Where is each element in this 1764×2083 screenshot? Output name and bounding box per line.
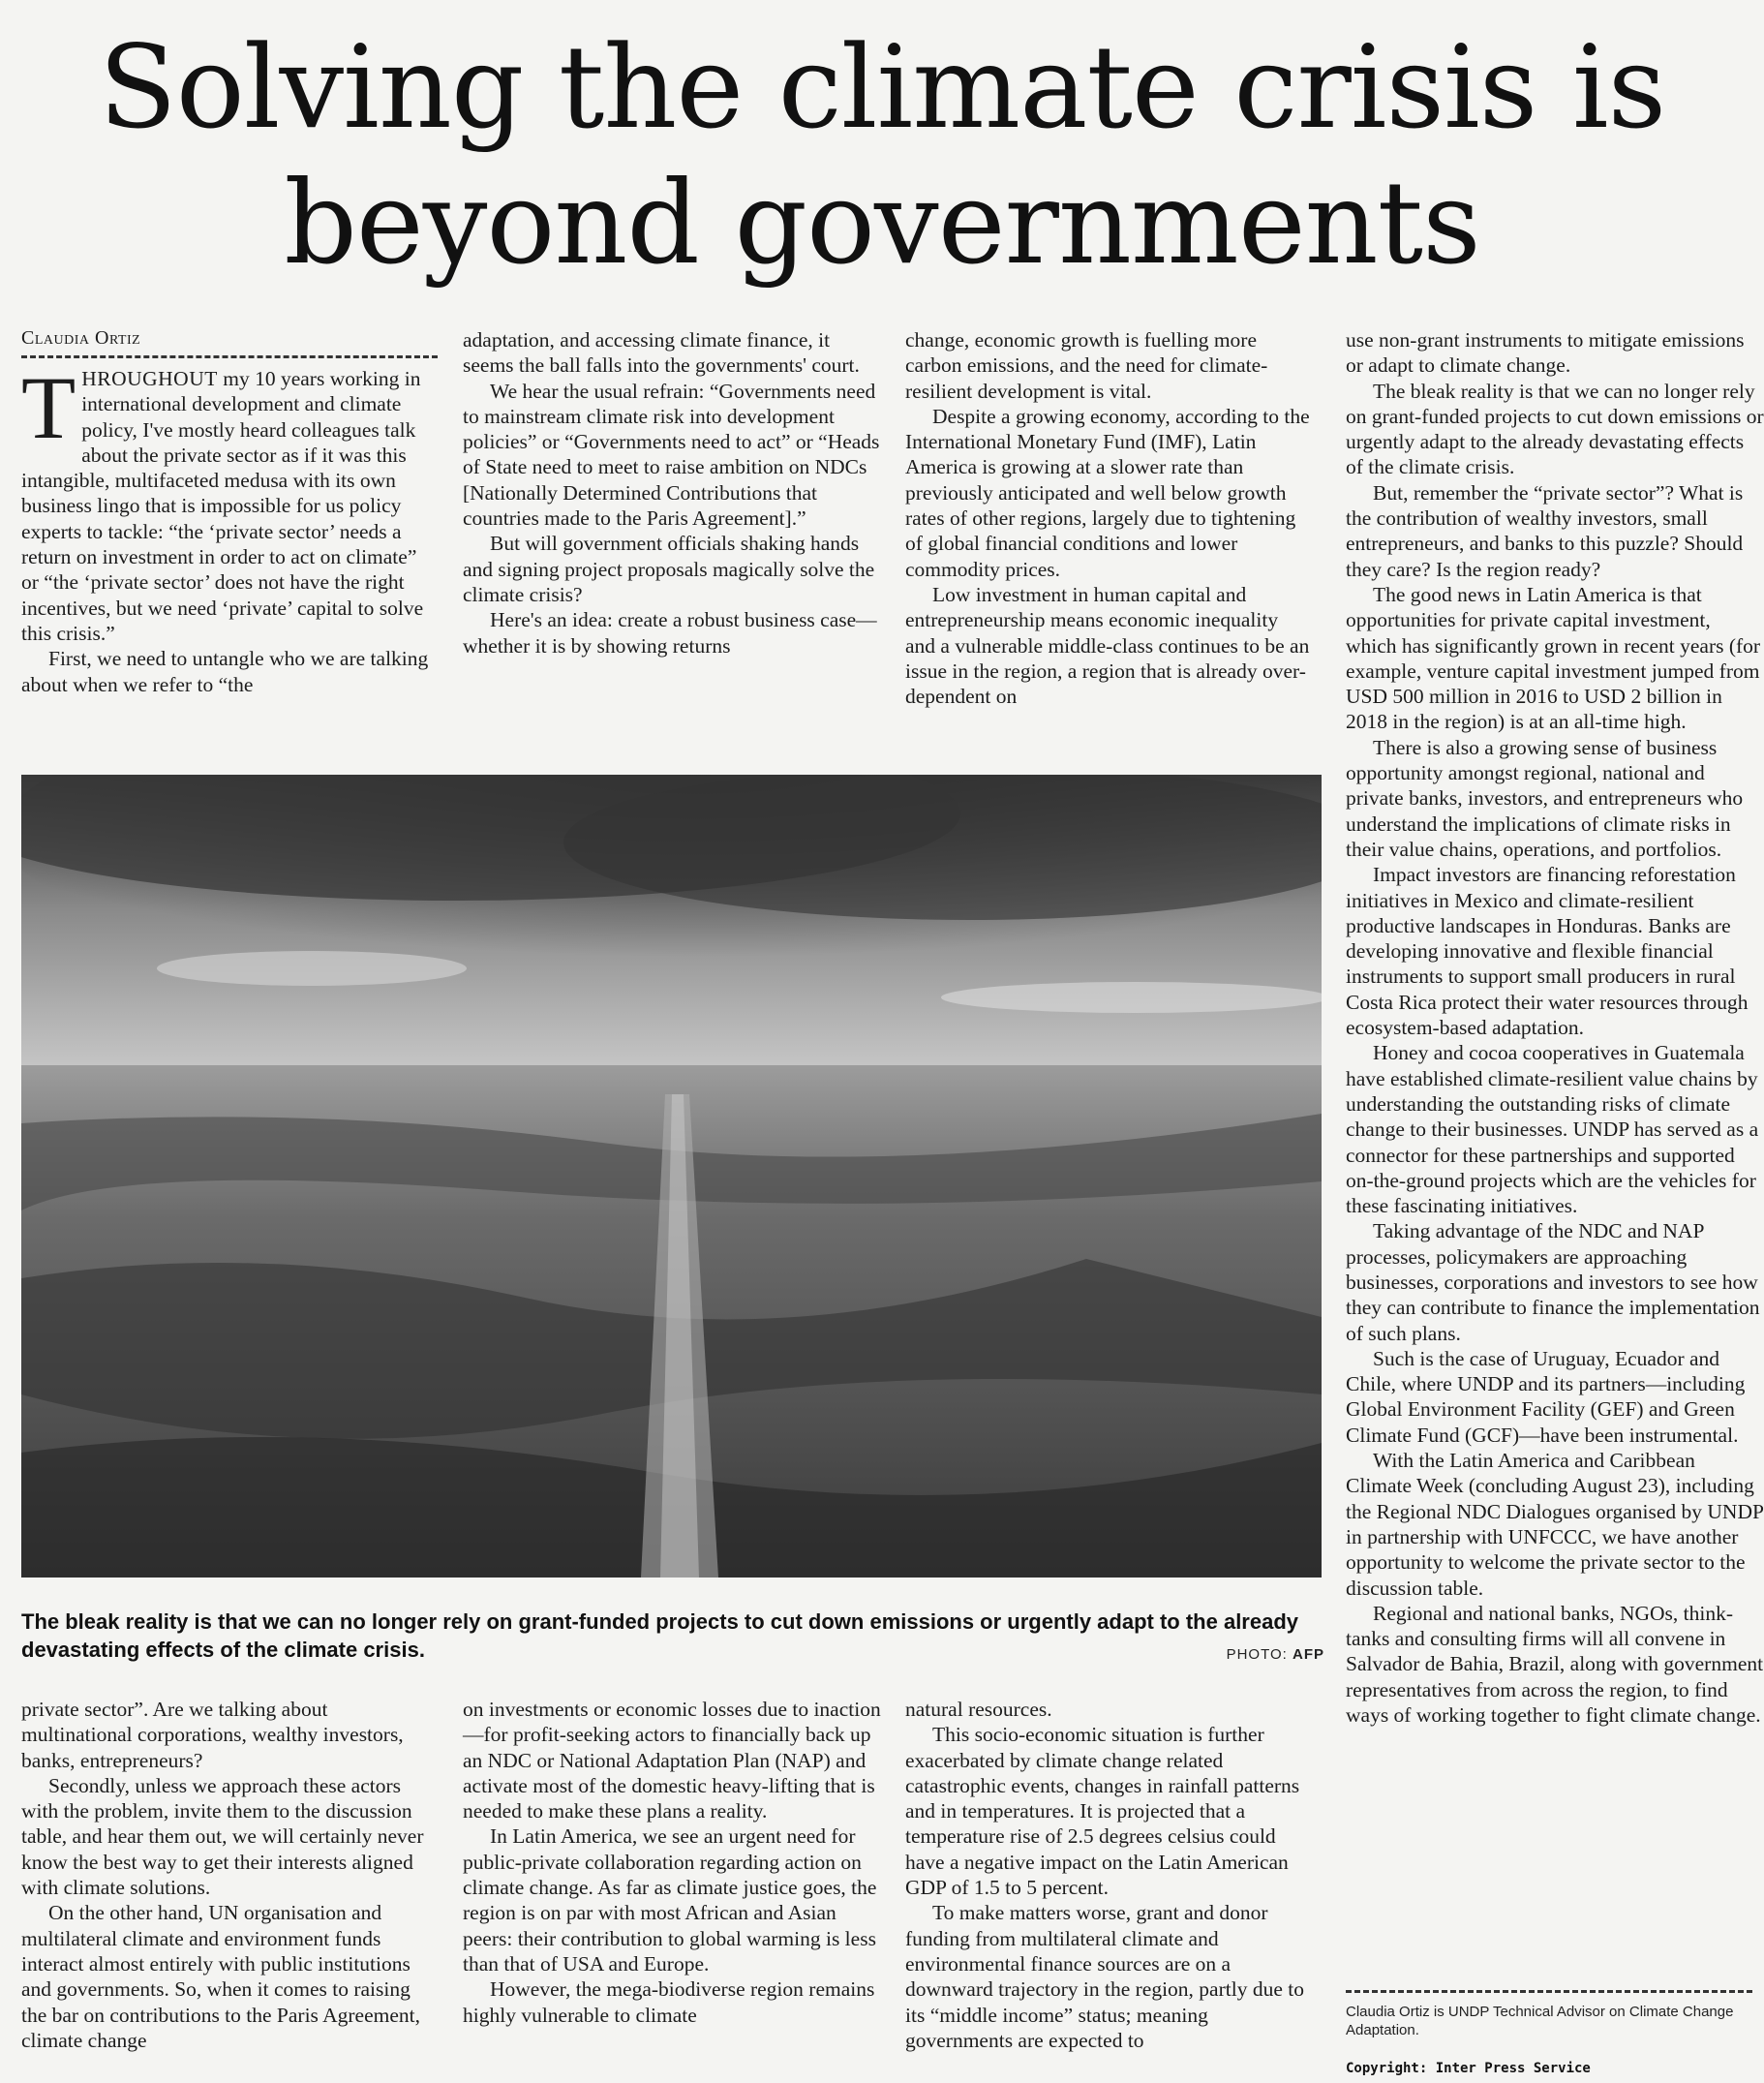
author-bio: Claudia Ortiz is UNDP Technical Advisor on Climate Change Adaptation. <box>1346 1990 1752 2039</box>
paragraph: Regional and national banks, NGOs, think-tanks and consulting firms will all convene in Salvador de Bahia, Brazil, along with government representatives from across the region, to find ways of working together to fight climate change. <box>1346 1601 1764 1728</box>
drop-cap: T <box>21 358 76 457</box>
paragraph: use non-grant instruments to mitigate emissions or adapt to climate change. <box>1346 328 1745 378</box>
photo-credit <box>1227 1646 1324 1663</box>
paragraph: Despite a growing economy, according to the International Monetary Fund (IMF), Latin America is growing at a slower rate than previously anticipated and well below growth rates of other regions, largely due to tightening of global financial conditions and lower commodity prices. <box>905 404 1310 581</box>
paragraph: on investments or economic losses due to inaction—for profit-seeking actors to financially back up an NDC or National Adaptation Plan (NAP) and activate most of the domestic heavy-lifting that is needed to make these plans a reality. <box>463 1698 881 1823</box>
headline <box>19 19 1745 291</box>
paragraph: This socio-economic situation is further exacerbated by climate change related catastrophic events, changes in rainfall patterns and in temperatures. It is projected that a temperature rise of 2.5 degrees celsius could have a negative impact on the Latin American GDP of 1.5 to 5 percent. <box>905 1723 1300 1900</box>
headline-line-1: Solving the climate crisis is <box>98 20 1666 154</box>
photo-credit-label: PHOTO: <box>1226 1646 1288 1663</box>
lead-paragraph <box>21 358 438 646</box>
paragraph: Secondly, unless we approach these actors with the problem, invite them to the discussion table, and hear them out, we will certainly never know the best way to get their interests aligned with climate solutions. <box>21 1773 424 1900</box>
lead-caps: HROUGHOUT <box>81 367 218 390</box>
column-3-top <box>905 327 1312 709</box>
paragraph: We hear the usual refrain: “Governments need to mainstream climate risk into development policies” or “Governments need to act” or “Heads of State need to meet to raise ambition on NDCs [Nationally Determined Contributions that countries made to the Paris Agreement].” <box>463 379 880 531</box>
paragraph: However, the mega-biodiverse region remains highly vulnerable to climate <box>463 1977 875 2027</box>
paragraph: But will government officials shaking hands and signing project proposals magically solve the climate crisis? <box>463 532 875 606</box>
photo-caption: The bleak reality is that we can no longer rely on grant-funded projects to cut down emissions or urgently adapt to the already devastating effects of the climate crisis. <box>21 1609 1299 1662</box>
paragraph: Such is the case of Uruguay, Ecuador and Chile, where UNDP and its partners—including Global Environment Facility (GEF) and Green Climate Fund (GCF)—have been instrumental. <box>1346 1346 1746 1447</box>
paragraph: In Latin America, we see an urgent need for public-private collaboration regarding action on climate change. As far as climate justice goes, the region is on par with most African and Asian peers: their contribution to global warming is less than that of USA and Europe. <box>463 1824 877 1976</box>
paragraph: Taking advantage of the NDC and NAP processes, policymakers are approaching businesses, corporations and investors to see how they can contribute to finance the implementation of such plans. <box>1346 1219 1760 1345</box>
column-4 <box>1346 327 1764 1728</box>
landscape-photo <box>21 775 1322 1578</box>
column-1-top <box>21 327 438 697</box>
column-2-bottom <box>463 1697 881 2028</box>
paragraph: natural resources. <box>905 1698 1052 1721</box>
paragraph: With the Latin America and Caribbean Climate Week (concluding August 23), including the Regional NDC Dialogues organised by UNDP in partnership with UNFCCC, we have another opportunity to welcome the private sector to the discussion table. <box>1346 1449 1764 1600</box>
paragraph: But, remember the “private sector”? What is the contribution of wealthy investors, small entrepreneurs, and banks to this puzzle? Should they care? Is the region ready? <box>1346 480 1744 581</box>
photo-credit-source: AFP <box>1293 1646 1324 1663</box>
paragraph: change, economic growth is fuelling more carbon emissions, and the need for climate-resilient development is vital. <box>905 328 1268 403</box>
column-3-bottom <box>905 1697 1312 2053</box>
paragraph: The bleak reality is that we can no longer rely on grant-funded projects to cut down emissions or urgently adapt to the already devastating effects of the climate crisis. <box>1346 379 1764 479</box>
paragraph: First, we need to untangle who we are talking about when we refer to “the <box>21 647 429 696</box>
paragraph: Honey and cocoa cooperatives in Guatemala have established climate-resilient value chains by understanding the outstanding risks of climate change to their businesses. UNDP has served as a connector for these partnerships and supported on-the-ground projects which are the vehicles for these fascinating initiatives. <box>1346 1041 1759 1218</box>
column-1-bottom <box>21 1697 438 2053</box>
byline: Claudia Ortiz <box>21 327 438 358</box>
paragraph: Here's an idea: create a robust business case—whether it is by showing returns <box>463 608 877 658</box>
paragraph: There is also a growing sense of business opportunity amongst regional, national and private banks, investors, and entrepreneurs who understand the implications of climate risks in their value chains, operations, and portfolios. <box>1346 735 1744 861</box>
paragraph: The good news in Latin America is that opportunities for private capital investment, which has significantly grown in recent years (for example, venture capital investment jumped from USD 500 million in 2016 to USD 2 billion in 2018 in the region) is at an all-time high. <box>1346 582 1761 734</box>
lead-text: my 10 years working in international development and climate policy, I've mostly heard colleagues talk about the private sector as if it was this intangible, multifaceted medusa with its own business lingo that is impossible for us policy experts to tackle: “the ‘private sector’ needs a return on investment in order to act on climate” or “the ‘private sector’ does not have the right incentives, but we need ‘private’ capital to solve this crisis.” <box>21 367 424 645</box>
paragraph: Impact investors are financing reforestation initiatives in Mexico and climate-resilient productive landscapes in Honduras. Banks are developing innovative and flexible financial instruments to support small producers in rural Costa Rica protect their water resources through ecosystem-based adaptation. <box>1346 863 1749 1040</box>
paragraph: adaptation, and accessing climate finance, it seems the ball falls into the governments' court. <box>463 328 860 378</box>
paragraph: Low investment in human capital and entrepreneurship means economic inequality and a vulnerable middle-class continues to be an issue in the region, a region that is already over-dependent on <box>905 582 1310 709</box>
paragraph: To make matters worse, grant and donor funding from multilateral climate and environmental finance sources are on a downward trajectory in the region, partly due to its “middle income” status; meaning governments are expected to <box>905 1901 1304 2052</box>
landscape-illustration <box>21 775 1322 1578</box>
paragraph: On the other hand, UN organisation and multilateral climate and environment funds interact almost entirely with public institutions and governments. So, when it comes to raising the bar on contributions to the Paris Agreement, climate change <box>21 1901 420 2052</box>
copyright: Copyright: Inter Press Service <box>1346 2061 1591 2076</box>
column-2-top <box>463 327 881 659</box>
paragraph: private sector”. Are we talking about multinational corporations, wealthy investors, banks, entrepreneurs? <box>21 1698 404 1772</box>
headline-line-2: beyond governments <box>284 156 1480 290</box>
